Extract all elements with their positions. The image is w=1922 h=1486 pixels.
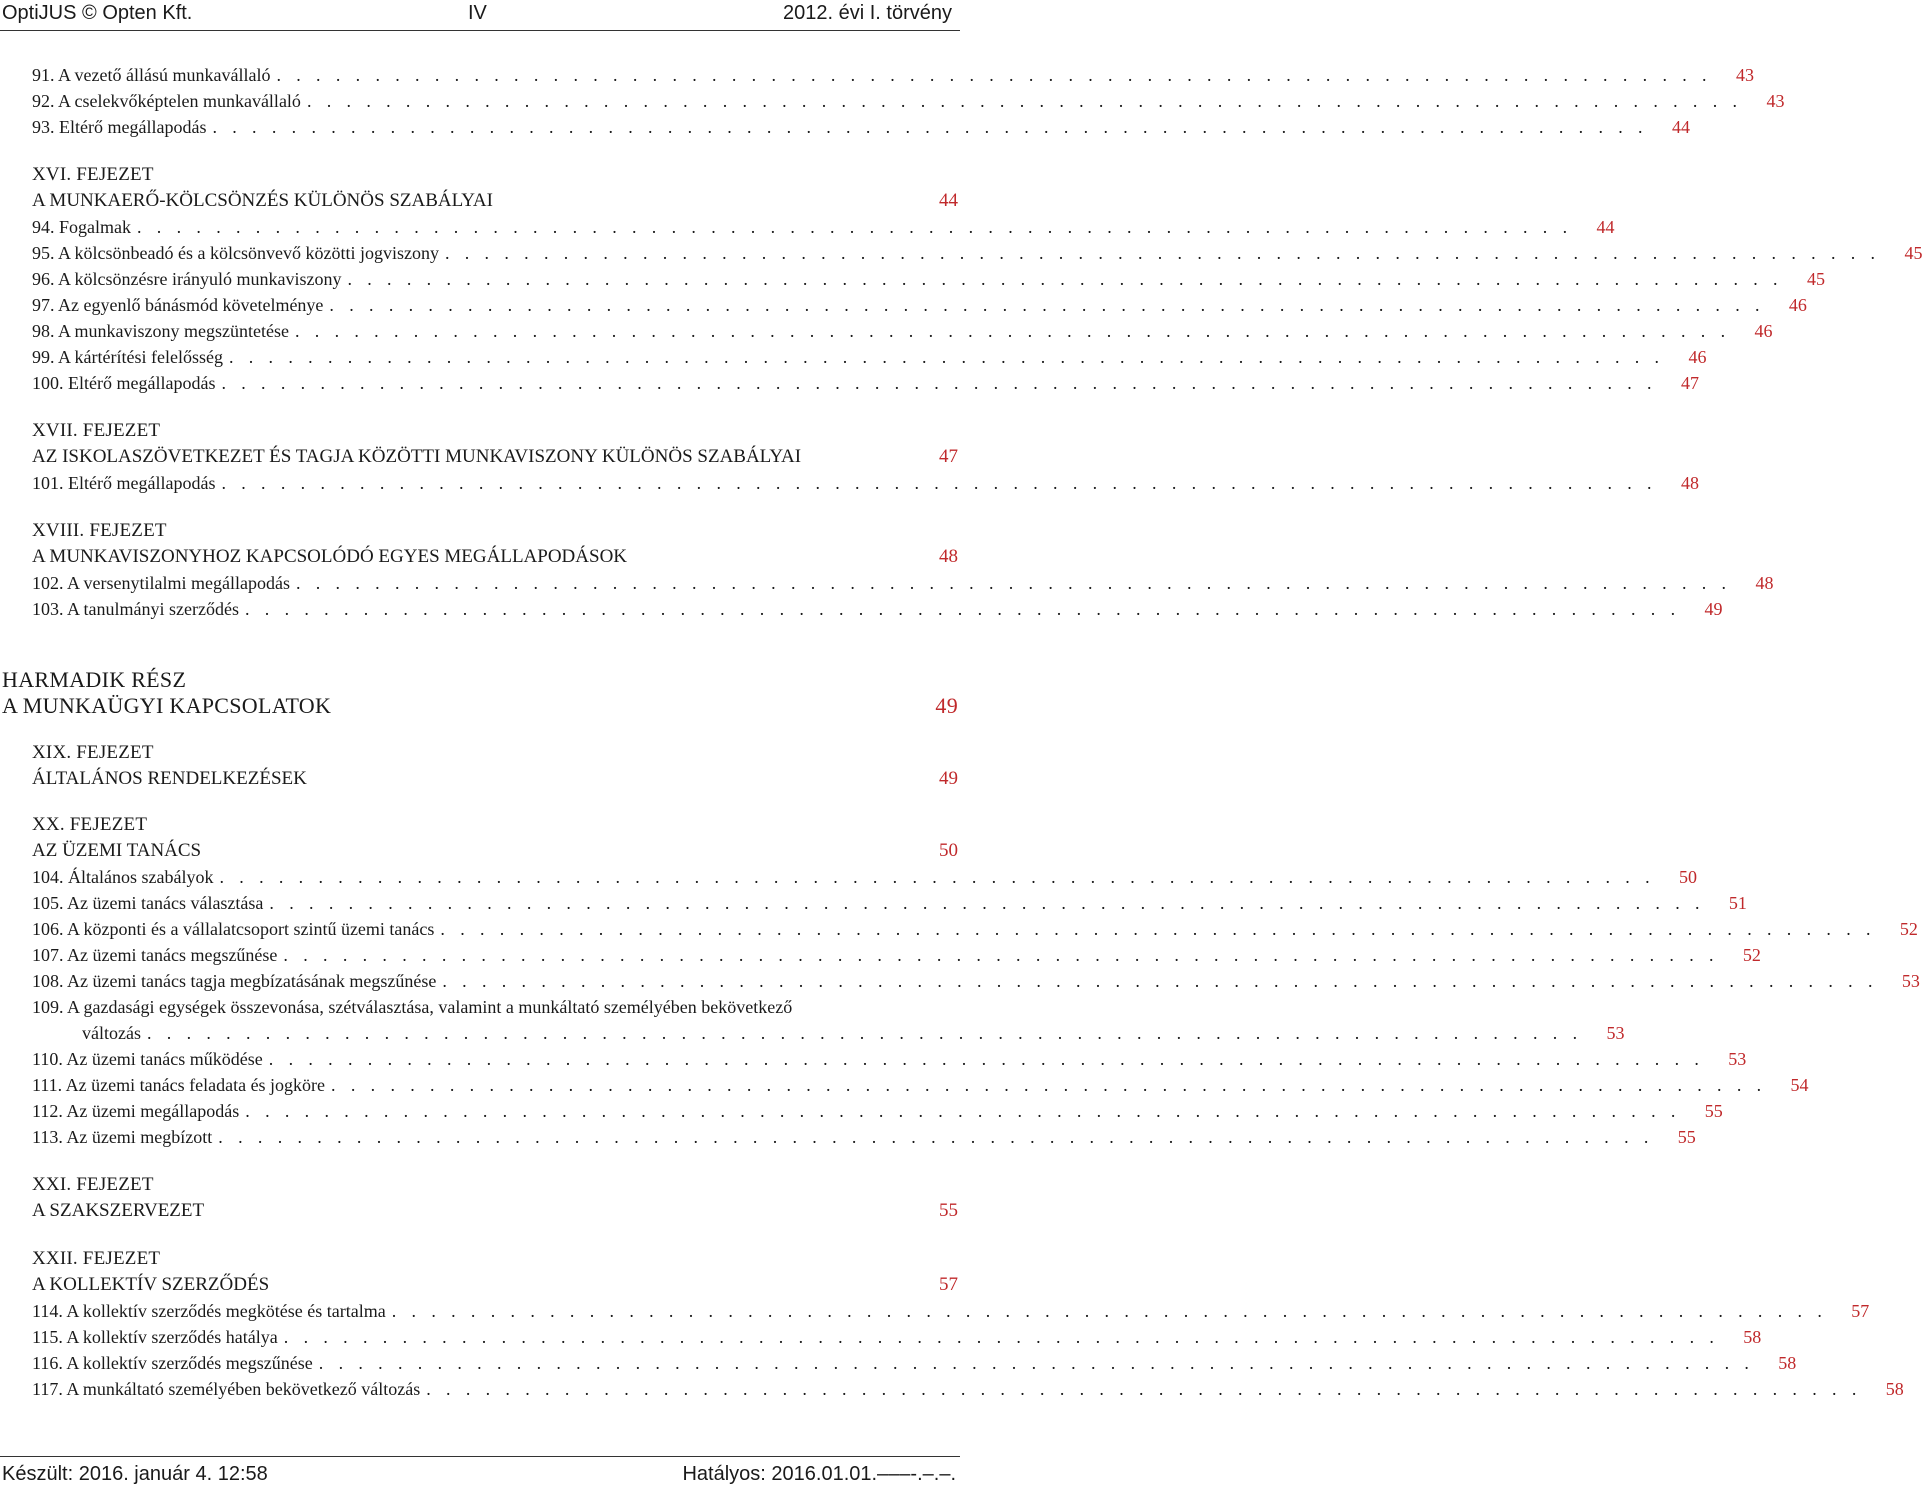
chapter-label: XX. FEJEZET	[32, 814, 148, 835]
header-part-number: IV	[468, 2, 487, 24]
toc-entry[interactable]	[32, 1124, 1696, 1150]
toc-page-number[interactable]: 45	[1806, 269, 1825, 289]
toc-entry[interactable]	[32, 570, 1774, 596]
dot-leader: . . . . . . . . . . . . . . . . . . . . . . . . . . . . . . . . . . . . . . . . . . . . . . . . . . . . . . . . . . . . . . . . . . . . . . . . .	[426, 1379, 1862, 1399]
dot-leader: . . . . . . . . . . . . . . . . . . . . . . . . . . . . . . . . . . . . . . . . . . . . . . . . . . . . . . . . . . . . . . . . . . . . . . . . .	[442, 971, 1878, 991]
toc-page-number[interactable]: 47	[939, 446, 958, 467]
chapter-number	[32, 418, 958, 444]
dot-leader: . . . . . . . . . . . . . . . . . . . . . . . . . . . . . . . . . . . . . . . . . . . . . . . . . . . . . . . . . . . . . . . . . . . . . . . . .	[294, 321, 1731, 341]
toc-entry[interactable]	[32, 1350, 1797, 1376]
dot-leader: . . . . . . . . . . . . . . . . . . . . . . . . . . . . . . . . . . . . . . . . . . . . . . . . . . . . . . . . . . . . . . . . . . . . . . . . .	[295, 573, 1732, 593]
dot-leader: . . . . . . . . . . . . . . . . . . . . . . . . . . . . . . . . . . . . . . . . . . . . . . . . . . . . . . . . . . . . . . . . . . . . . . . . .	[218, 1127, 1654, 1147]
toc-entry-label: 117. A munkáltató személyében bekövetkező változás	[32, 1379, 421, 1399]
toc-page-number[interactable]: 46	[1688, 347, 1707, 367]
toc-page-number[interactable]: 44	[939, 190, 958, 211]
toc-entry[interactable]	[32, 864, 1697, 890]
toc-entry[interactable]	[32, 62, 1754, 88]
toc-entry-label: 101. Eltérő megállapodás	[32, 473, 216, 493]
dot-leader: . . . . . . . . . . . . . . . . . . . . . . . . . . . . . . . . . . . . . . . . . . . . . . . . . . . . . . . . . . . . . . . . . . . . . . . . .	[221, 473, 1657, 493]
dot-leader: . . . . . . . . . . . . . . . . . . . . . . . . . . . . . . . . . . . . . . . . . . . . . . . . . . . . . . . . . . . . . . . . . . . . . . . . .	[444, 243, 1881, 263]
toc-entry-label: 98. A munkaviszony megszüntetése	[32, 321, 289, 341]
toc-page-number[interactable]: 58	[1743, 1327, 1762, 1347]
dot-leader: . . . . . . . . . . . . . . . . . . . . . . . . . . . . . . . . . . . . . . . . . . . . . . . . . . . . . . . . . . . . . . . . . . . . . . . . .	[269, 893, 1705, 913]
toc-entry-label: 104. Általános szabályok	[32, 867, 214, 887]
footer-created: Készült: 2016. január 4. 12:58	[2, 1463, 268, 1485]
chapter-title: A MUNKAVISZONYHOZ KAPCSOLÓDÓ EGYES MEGÁLLAPODÁSOK	[32, 546, 628, 567]
dot-leader: . . . . . . . . . . . . . . . . . . . . . . . . . . . . . . . . . . . . . . . . . . . . . . . . . . . . . . . . . . . . . . . . . . . . . . . . .	[228, 347, 1665, 367]
toc-page-number[interactable]: 55	[1677, 1127, 1696, 1147]
chapter-number	[32, 518, 958, 544]
toc-page-number[interactable]: 48	[939, 546, 958, 567]
toc-page-number[interactable]: 49	[935, 693, 958, 718]
toc-page-number[interactable]: 49	[1704, 599, 1723, 619]
dot-leader: . . . . . . . . . . . . . . . . . . . . . . . . . . . . . . . . . . . . . . . . . . . . . . . . . . . . . . . . . . . . . . . . . . . . . . . . .	[331, 1075, 1767, 1095]
chapter-heading[interactable]	[32, 544, 958, 570]
chapter-title: A MUNKAERŐ-KÖLCSÖNZÉS KÜLÖNÖS SZABÁLYAI	[32, 190, 493, 211]
toc-entry[interactable]	[32, 1098, 1723, 1124]
chapter-heading[interactable]	[32, 766, 958, 792]
toc-entry[interactable]	[32, 1072, 1809, 1098]
chapter-number	[32, 1246, 958, 1272]
toc-entry[interactable]	[32, 890, 1747, 916]
dot-leader: . . . . . . . . . . . . . . . . . . . . . . . . . . . . . . . . . . . . . . . . . . . . . . . . . . . . . . . . . . . . . . . . . . . . . . . . .	[283, 945, 1719, 965]
toc-entry-label: 97. Az egyenlő bánásmód követelménye	[32, 295, 324, 315]
toc-entry-label: változás	[82, 1023, 141, 1043]
toc-entry-label: 106. A központi és a vállalatcsoport szintű üzemi tanács	[32, 919, 435, 939]
dot-leader: . . . . . . . . . . . . . . . . . . . . . . . . . . . . . . . . . . . . . . . . . . . . . . . . . . . . . . . . . . . . . . . . . . . . . . . . .	[391, 1301, 1828, 1321]
chapter-title: AZ ÜZEMI TANÁCS	[32, 840, 202, 861]
toc-page-number[interactable]: 45	[1904, 243, 1922, 263]
toc-entry[interactable]	[32, 994, 958, 1020]
footer-effective: Hatályos: 2016.01.01.–––-.–.–.	[682, 1463, 956, 1485]
toc-page-number[interactable]: 52	[1899, 919, 1918, 939]
toc-entry[interactable]	[32, 1298, 1870, 1324]
dot-leader: . . . . . . . . . . . . . . . . . . . . . . . . . . . . . . . . . . . . . . . . . . . . . . . . . . . . . . . . . . . . . . . . . . . . . . . . .	[329, 295, 1765, 315]
page-header	[0, 0, 960, 31]
toc-page-number[interactable]: 43	[1735, 65, 1754, 85]
dot-leader: . . . . . . . . . . . . . . . . . . . . . . . . . . . . . . . . . . . . . . . . . . . . . . . . . . . . . . . . . . . . . . . . . . . . . . . . .	[440, 919, 1876, 939]
toc-entry-label: 102. A versenytilalmi megállapodás	[32, 573, 290, 593]
chapter-number	[32, 812, 958, 838]
toc-page-number[interactable]: 49	[939, 768, 958, 789]
dot-leader: . . . . . . . . . . . . . . . . . . . . . . . . . . . . . . . . . . . . . . . . . . . . . . . . . . . . . . . . . . . . . . . . . . . . . . . . .	[347, 269, 1783, 289]
toc-entry[interactable]	[32, 370, 1699, 396]
toc-page-number[interactable]: 58	[1778, 1353, 1797, 1373]
toc-page-number[interactable]: 55	[939, 1200, 958, 1221]
chapter-number	[32, 162, 958, 188]
toc-entry-label: 116. A kollektív szerződés megszűnése	[32, 1353, 313, 1373]
header-law-title: 2012. évi I. törvény	[783, 2, 952, 24]
dot-leader: . . . . . . . . . . . . . . . . . . . . . . . . . . . . . . . . . . . . . . . . . . . . . . . . . . . . . . . . . . . . . . . . . . . . . . . . .	[244, 599, 1681, 619]
toc-page-number[interactable]: 57	[1851, 1301, 1870, 1321]
toc-page-number[interactable]: 54	[1790, 1075, 1809, 1095]
toc-entry[interactable]	[32, 942, 1761, 968]
toc-page-number[interactable]: 52	[1742, 945, 1761, 965]
toc-page-number[interactable]: 48	[1680, 473, 1699, 493]
toc-entry[interactable]	[32, 266, 1825, 292]
toc-entry[interactable]	[32, 114, 1690, 140]
toc-entry[interactable]	[32, 88, 1785, 114]
toc-page-number[interactable]: 58	[1885, 1379, 1904, 1399]
toc-page-number[interactable]: 44	[1671, 117, 1690, 137]
toc-entry-label: 111. Az üzemi tanács feladata és jogköre	[32, 1075, 326, 1095]
toc-page-number[interactable]: 50	[1678, 867, 1697, 887]
chapter-label: XXII. FEJEZET	[32, 1248, 161, 1269]
chapter-heading[interactable]	[32, 838, 958, 864]
toc-page-number[interactable]: 55	[1704, 1101, 1723, 1121]
toc-entry-label: 108. Az üzemi tanács tagja megbízatásának megszűnése	[32, 971, 437, 991]
toc-page-number[interactable]: 53	[1728, 1049, 1747, 1069]
chapter-label: XIX. FEJEZET	[32, 742, 154, 763]
toc-page-number[interactable]: 53	[1606, 1023, 1625, 1043]
toc-entry-label: 103. A tanulmányi szerződés	[32, 599, 239, 619]
toc-entry-label: 107. Az üzemi tanács megszűnése	[32, 945, 278, 965]
toc-page-number[interactable]: 53	[1901, 971, 1920, 991]
toc-entry-label: 112. Az üzemi megállapodás	[32, 1101, 240, 1121]
toc-entry[interactable]	[32, 968, 1920, 994]
toc-entry-label: 91. A vezető állású munkavállaló	[32, 65, 271, 85]
part-number	[2, 666, 958, 694]
chapter-label: XVIII. FEJEZET	[32, 520, 167, 541]
toc-page-number[interactable]: 47	[1680, 373, 1699, 393]
toc-page-number[interactable]: 44	[1596, 217, 1615, 237]
part-heading[interactable]	[2, 692, 958, 720]
chapter-title: A KOLLEKTÍV SZERZŐDÉS	[32, 1274, 270, 1295]
toc-page-number[interactable]: 51	[1728, 893, 1747, 913]
toc-entry[interactable]	[32, 214, 1615, 240]
toc-entry-label: 113. Az üzemi megbízott	[32, 1127, 213, 1147]
toc-entry[interactable]	[32, 916, 1918, 942]
chapter-label: XVI. FEJEZET	[32, 164, 154, 185]
chapter-title: AZ ISKOLASZÖVETKEZET ÉS TAGJA KÖZÖTTI MUNKAVISZONY KÜLÖNÖS SZABÁLYAI	[32, 446, 802, 467]
toc-page-number[interactable]: 46	[1754, 321, 1773, 341]
dot-leader: . . . . . . . . . . . . . . . . . . . . . . . . . . . . . . . . . . . . . . . . . . . . . . . . . . . . . . . . . . . . . . . . . . . . . . . . .	[306, 91, 1743, 111]
toc-entry[interactable]	[32, 240, 1922, 266]
toc-entry[interactable]	[32, 1376, 1904, 1402]
toc-page-number[interactable]: 50	[939, 840, 958, 861]
page-footer	[0, 1456, 960, 1485]
dot-leader: . . . . . . . . . . . . . . . . . . . . . . . . . . . . . . . . . . . . . . . . . . . . . . . . . . . . . . . . . . . . . . . . . . . . . . . . .	[245, 1101, 1681, 1121]
chapter-title: A SZAKSZERVEZET	[32, 1200, 205, 1221]
toc-entry-label: 110. Az üzemi tanács működése	[32, 1049, 263, 1069]
dot-leader: . . . . . . . . . . . . . . . . . . . . . . . . . . . . . . . . . . . . . . . . . . . . . . . . . . . . . . . . . . . . . . . . . . . . . . . . .	[219, 867, 1655, 887]
toc-entry-label: 92. A cselekvőképtelen munkavállaló	[32, 91, 301, 111]
chapter-title: ÁLTALÁNOS RENDELKEZÉSEK	[32, 768, 307, 789]
dot-leader: . . . . . . . . . . . . . . . . . . . . . . . . . . . . . . . . . . . . . . . . . . . . . . . . . . . . . . . . . . . . . . . . . . . . . . . . .	[318, 1353, 1755, 1373]
chapter-label: XXI. FEJEZET	[32, 1174, 154, 1195]
dot-leader: . . . . . . . . . . . . . . . . . . . . . . . . . . . . . . . . . . . . . . . . . . . . . . . . . . . . . . . . . . . . . . . . . . . . . . . . .	[283, 1327, 1720, 1347]
header-publisher: OptiJUS © Opten Kft.	[2, 2, 193, 24]
part-title: A MUNKAÜGYI KAPCSOLATOK	[2, 693, 332, 718]
toc-entry[interactable]	[32, 318, 1773, 344]
toc-entry-label: 94. Fogalmak	[32, 217, 131, 237]
toc-entry[interactable]	[32, 1046, 1747, 1072]
toc-page-number[interactable]: 43	[1766, 91, 1785, 111]
toc-page-number[interactable]: 48	[1755, 573, 1774, 593]
dot-leader: . . . . . . . . . . . . . . . . . . . . . . . . . . . . . . . . . . . . . . . . . . . . . . . . . . . . . . . . . . . . . . . . . . . . . . . . .	[146, 1023, 1583, 1043]
toc-entry-label: 93. Eltérő megállapodás	[32, 117, 207, 137]
chapter-number	[32, 1172, 958, 1198]
toc-entry-label: 109. A gazdasági egységek összevonása, szétválasztása, valamint a munkáltató személyében bekövetkező	[32, 997, 793, 1017]
toc-entry-label: 95. A kölcsönbeadó és a kölcsönvevő közötti jogviszony	[32, 243, 439, 263]
chapter-heading[interactable]	[32, 188, 958, 214]
toc-entry-label: 114. A kollektív szerződés megkötése és tartalma	[32, 1301, 386, 1321]
toc-page-number[interactable]: 46	[1788, 295, 1807, 315]
toc-entry-label: 115. A kollektív szerződés hatálya	[32, 1327, 278, 1347]
toc-entry[interactable]	[32, 1324, 1762, 1350]
dot-leader: . . . . . . . . . . . . . . . . . . . . . . . . . . . . . . . . . . . . . . . . . . . . . . . . . . . . . . . . . . . . . . . . . . . . . . . . .	[137, 217, 1573, 237]
toc-entry-label: 99. A kártérítési felelősség	[32, 347, 223, 367]
dot-leader: . . . . . . . . . . . . . . . . . . . . . . . . . . . . . . . . . . . . . . . . . . . . . . . . . . . . . . . . . . . . . . . . . . . . . . . . .	[221, 373, 1657, 393]
chapter-heading[interactable]	[32, 444, 958, 470]
chapter-heading[interactable]	[32, 1272, 958, 1298]
toc-entry[interactable]	[32, 596, 1723, 622]
toc-entry-label: 96. A kölcsönzésre irányuló munkaviszony	[32, 269, 342, 289]
toc-entry-label: 100. Eltérő megállapodás	[32, 373, 216, 393]
toc-entry[interactable]	[82, 1020, 1625, 1046]
chapter-label: XVII. FEJEZET	[32, 420, 161, 441]
dot-leader: . . . . . . . . . . . . . . . . . . . . . . . . . . . . . . . . . . . . . . . . . . . . . . . . . . . . . . . . . . . . . . . . . . . . . . . . .	[212, 117, 1648, 137]
toc-entry[interactable]	[32, 344, 1707, 370]
dot-leader: . . . . . . . . . . . . . . . . . . . . . . . . . . . . . . . . . . . . . . . . . . . . . . . . . . . . . . . . . . . . . . . . . . . . . . . . .	[276, 65, 1712, 85]
dot-leader: . . . . . . . . . . . . . . . . . . . . . . . . . . . . . . . . . . . . . . . . . . . . . . . . . . . . . . . . . . . . . . . . . . . . . . . . .	[268, 1049, 1705, 1069]
toc-entry[interactable]	[32, 470, 1699, 496]
chapter-heading[interactable]	[32, 1198, 958, 1224]
part-label: HARMADIK RÉSZ	[2, 667, 187, 692]
chapter-number	[32, 740, 958, 766]
toc-entry-label: 105. Az üzemi tanács választása	[32, 893, 264, 913]
toc-page-number[interactable]: 57	[939, 1274, 958, 1295]
toc-entry[interactable]	[32, 292, 1807, 318]
